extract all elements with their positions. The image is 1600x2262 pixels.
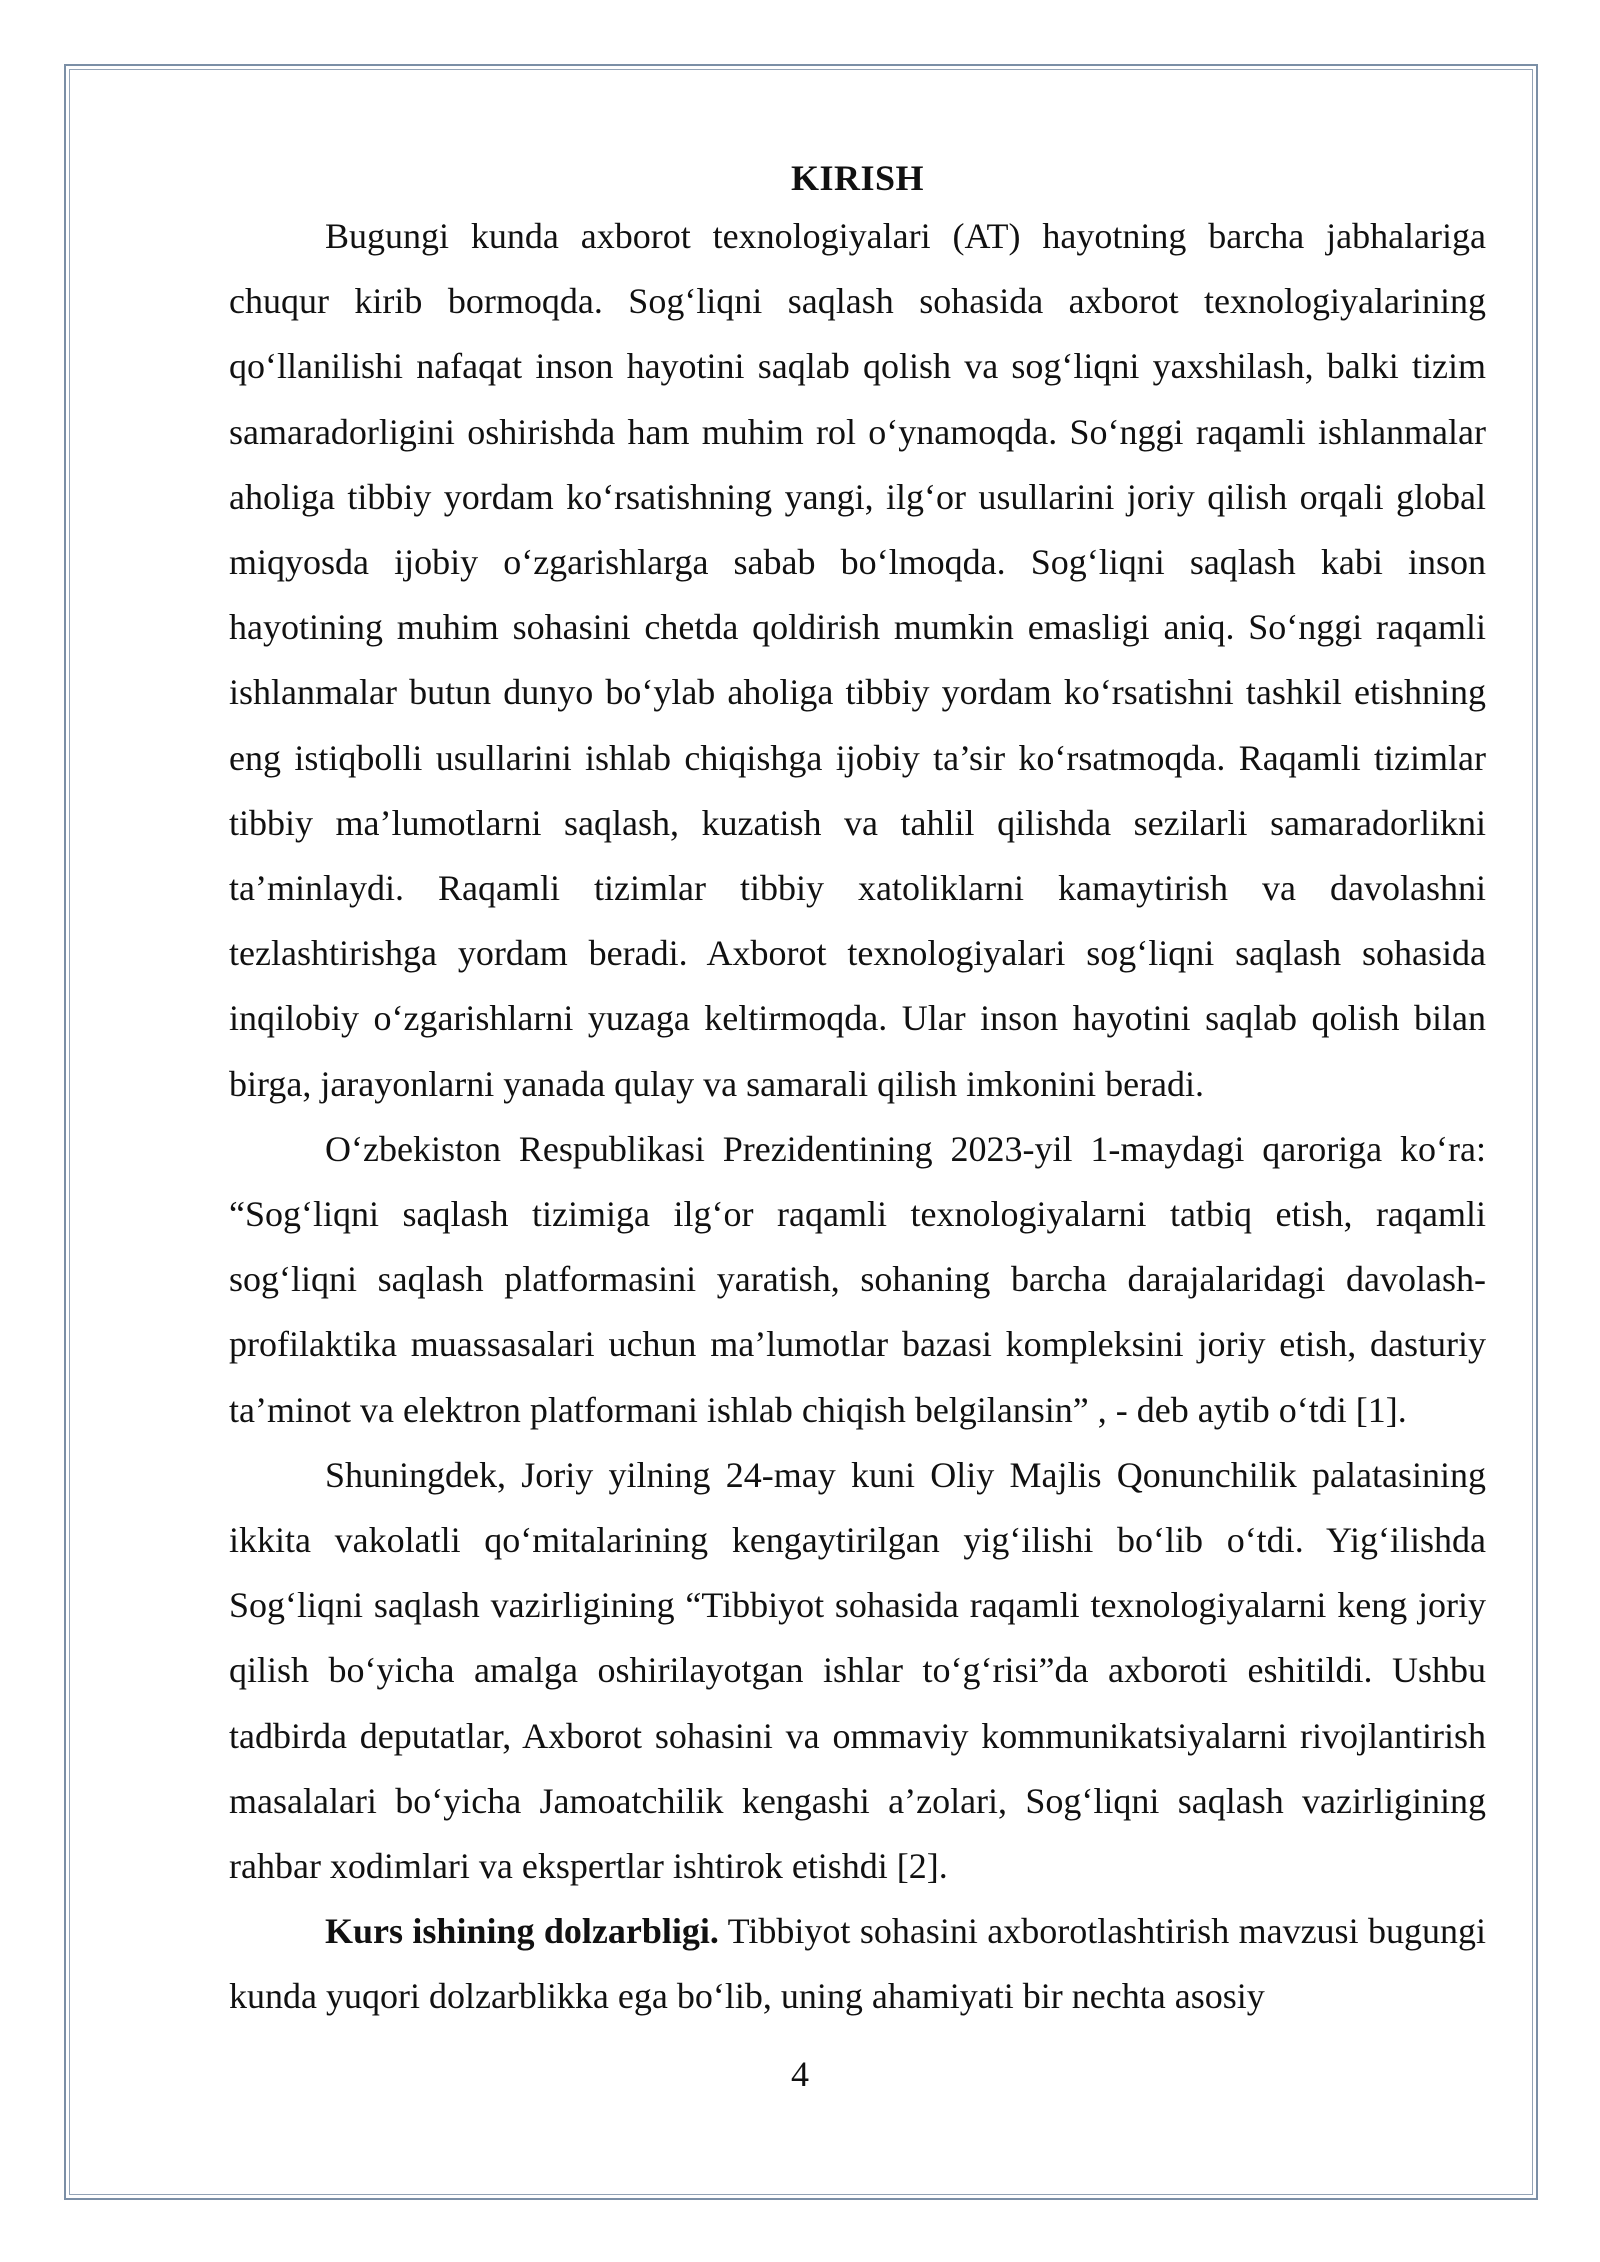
page-content [229,152,1486,2030]
section-title: KIRISH [790,158,925,198]
paragraph-meeting [229,1443,1486,1899]
paragraph-text: Shuningdek, Joriy yilning 24-may kuni Oliy Majlis Qonunchilik palatasining ikkita vakolatli qo‘mitalarining kengaytirilgan yig‘ilishi bo‘lib o‘tdi. Yig‘ilishda Sog‘liqni saqlash vazirligining “Tibbiyot sohasida raqamli texnologiyalarni keng joriy qilish bo‘yicha amalga oshirilayotgan ishlar to‘g‘risi”da axboroti eshitildi. Ushbu tadbirda deputatlar, Axborot sohasini va ommaviy kommunikatsiyalarni rivojlantirish masalalari bo‘yicha Jamoatchilik kengashi a’zolari, Sog‘liqni saqlash vazirligining rahbar xodimlari va ekspertlar ishtirok etishdi [2]. [229,1454,1486,1887]
paragraph-intro [229,204,1486,1117]
paragraph-text: O‘zbekiston Respublikasi Prezidentining 2023-yil 1-maydagi qaroriga ko‘ra: “Sog‘liqni saqlash tizimiga ilg‘or raqamli texnologiyalarni tatbiq etish, raqamli sog‘liqni saqlash platformasini yaratish, sohaning barcha darajalaridagi davolash-profilaktika muassasalari uchun ma’lumotlar bazasi kompleksini joriy etish, dasturiy ta’minot va elektron platformani ishlab chiqish belgilansin” , - deb aytib o‘tdi [1]. [229,1128,1486,1430]
paragraph-text: Bugungi kunda axborot texnologiyalari (AT) hayotning barcha jabhalariga chuqur kirib bormoqda. Sog‘liqni saqlash sohasida axborot texnologiyalarining qo‘llanilishi nafaqat inson hayotini saqlab qolish va sog‘liqni yaxshilash, balki tizim samaradorligini oshirishda ham muhim rol o‘ynamoqda. So‘nggi raqamli ishlanmalar aholiga tibbiy yordam ko‘rsatishning yangi, ilg‘or usullarini joriy qilish orqali global miqyosda ijobiy o‘zgarishlarga sabab bo‘lmoqda. Sog‘liqni saqlash kabi inson hayotining muhim sohasini chetda qoldirish mumkin emasligi aniq. So‘nggi raqamli ishlanmalar butun dunyo bo‘ylab aholiga tibbiy yordam ko‘rsatishni tashkil etishning eng istiqbolli usullarini ishlab chiqishga ijobiy ta’sir ko‘rsatmoqda. Raqamli tizimlar tibbiy ma’lumotlarni saqlash, kuzatish va tahlil qilishda sezilarli samaradorlikni ta’minlaydi. Raqamli tizimlar tibbiy xatoliklarni kamaytirish va davolashni tezlashtirishga yordam beradi. Axborot texnologiyalari sog‘liqni saqlash sohasida inqilobiy o‘zgarishlarni yuzaga keltirmoqda. Ular inson hayotini saqlab qolish bilan birga, jarayonlarni yanada qulay va samarali qilish imkonini beradi. [229,216,1486,1104]
page-number: 4 [791,2054,809,2094]
paragraph-text: Tibbiyot sohasini axborotlashtirish mavzusi bugungi kunda yuqori dolzarblikka ega bo‘lib, uning ahamiyati bir nechta asosiy [229,1911,1486,2017]
paragraph-relevance [229,1899,1486,2029]
paragraph-decree [229,1117,1486,1443]
paragraph-lead: Kurs ishining dolzarbligi. [325,1911,719,1952]
